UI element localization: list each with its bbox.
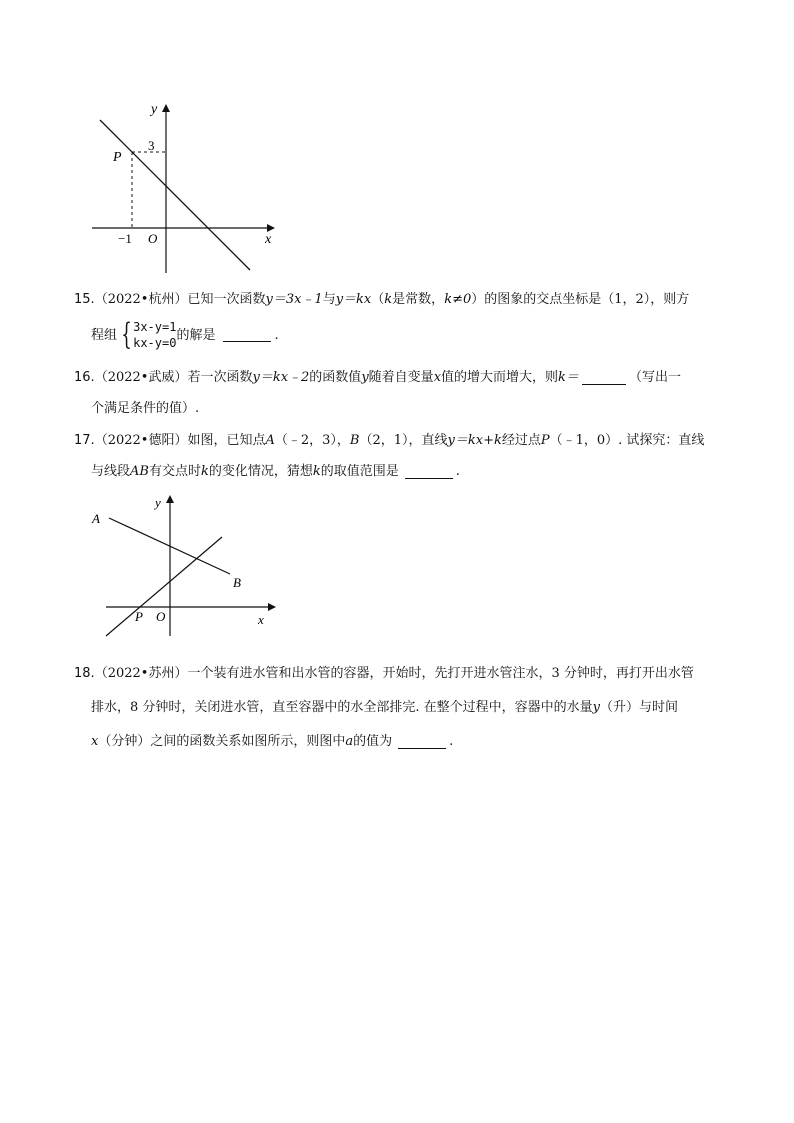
x-axis-arrow — [267, 224, 275, 232]
x-axis-arrow — [268, 603, 276, 611]
q17-answer-blank[interactable] — [405, 465, 453, 479]
y-axis-label: y — [151, 102, 158, 117]
q17-point-a: A — [265, 433, 275, 448]
q15-text-1: 已知一次函数 — [187, 292, 266, 307]
q18-answer-blank[interactable] — [398, 735, 446, 749]
question-16 — [74, 362, 724, 424]
q18-source: （2022•苏州） — [94, 666, 188, 681]
q15-function-2: y＝kx — [335, 292, 372, 307]
q17-line-function: y＝kx+k — [447, 433, 502, 448]
q16-text-4: 值的增大而增大，则 — [441, 370, 559, 385]
q17-k-2: k — [312, 464, 321, 479]
q18-text-4: （分钟）之间的函数关系如图所示，则图中 — [98, 734, 346, 749]
y-axis-arrow — [162, 104, 170, 112]
q18-text-1: 一个装有进水管和出水管的容器，开始时，先打开进水管注水，3 分钟时，再打开出水管 — [187, 666, 694, 681]
q15-text-7: 的解是 — [176, 327, 216, 343]
function-line — [100, 120, 250, 270]
q18-x: x — [91, 734, 99, 749]
q17-b-coord: （2，1），直线 — [359, 433, 448, 448]
q17-text-1: 如图，已知点 — [187, 433, 266, 448]
q16-line-1 — [74, 362, 724, 393]
q15-k: k — [384, 292, 393, 307]
q15-line-2 — [91, 315, 724, 355]
q15-text-3: （ — [371, 292, 385, 307]
q17-text-6: 的取值范围是 — [320, 464, 399, 479]
question-15 — [74, 284, 724, 355]
q15-text-5: ）的图象的交点坐标是（1，2），则方 — [471, 292, 690, 307]
q17-point-b: B — [349, 433, 360, 448]
x-axis-label: x — [258, 612, 264, 627]
q15-number: 15. — [74, 292, 95, 307]
q16-number: 16. — [74, 370, 95, 385]
origin-label: O — [156, 609, 166, 624]
q17-source: （2022•德阳） — [94, 433, 188, 448]
q17-p-coord: （﹣1，0）. 试探究：直线 — [549, 433, 705, 448]
q18-text-2: 排水，8 分钟时，关闭进水管，直至容器中的水全部排完. 在整个过程中，容器中的水量 — [91, 700, 593, 715]
q16-line-2 — [91, 393, 724, 424]
q16-text-6: 个满足条件的值）. — [91, 401, 200, 416]
q17-segment-ab: AB — [130, 464, 149, 479]
tick-label-neg1: −1 — [118, 231, 132, 246]
q15-equation-2: kx-y=0 — [133, 336, 177, 350]
tick-label-3: 3 — [148, 138, 155, 153]
q16-function: y＝kx﹣2 — [252, 370, 310, 385]
q17-line-1 — [74, 425, 724, 456]
q17-text-4: 有交点时 — [148, 464, 201, 479]
q15-text-6: 程组 — [91, 327, 118, 343]
q18-number: 18. — [74, 666, 95, 681]
q15-end: . — [274, 327, 279, 343]
q17-point-p: P — [540, 433, 550, 448]
question-18 — [74, 658, 724, 757]
q17-text-2: 经过点 — [501, 433, 541, 448]
q16-x: x — [433, 370, 442, 385]
origin-label: O — [148, 231, 158, 246]
y-axis-label: y — [155, 495, 161, 510]
q15-equation-system — [117, 319, 176, 351]
point-b-label: B — [233, 575, 241, 590]
q17-end: . — [455, 464, 460, 479]
q15-line-1 — [74, 284, 724, 315]
q18-line-3 — [91, 726, 724, 757]
q16-y: y — [361, 370, 369, 385]
q18-text-3: （升）与时间 — [600, 700, 679, 715]
q18-y: y — [592, 700, 601, 715]
question-17 — [74, 425, 724, 487]
q15-source: （2022•杭州） — [94, 292, 188, 307]
q18-line-1 — [74, 658, 724, 689]
q18-end: . — [449, 734, 454, 749]
q16-text-3: 随着自变量 — [368, 370, 434, 385]
q15-function-1: y＝3x﹣1 — [265, 292, 323, 307]
y-axis-arrow — [166, 495, 174, 503]
figure-1-graph — [85, 95, 295, 280]
q16-text-1: 若一次函数 — [187, 370, 253, 385]
q15-answer-blank[interactable] — [223, 328, 271, 342]
q15-k-condition: k≠0 — [444, 292, 472, 307]
q17-text-3: 与线段 — [91, 464, 131, 479]
q17-line-2 — [91, 456, 724, 487]
q15-text-4: 是常数， — [392, 292, 445, 307]
q18-a: a — [345, 734, 354, 749]
q16-text-2: 的函数值 — [309, 370, 362, 385]
q17-k-1: k — [200, 464, 209, 479]
q17-a-coord: （﹣2，3）， — [274, 433, 350, 448]
point-p-label: P — [113, 150, 122, 165]
q16-k-equals: k＝ — [558, 370, 579, 385]
q16-text-5: （写出一 — [628, 370, 681, 385]
figure-2-graph — [88, 490, 288, 640]
q16-source: （2022•武威） — [94, 370, 188, 385]
x-axis-label: x — [265, 232, 272, 247]
q15-brace: { — [121, 317, 132, 352]
point-p-label: P — [135, 609, 143, 624]
q15-equation-1: 3x-y=1 — [133, 320, 177, 334]
q17-number: 17. — [74, 433, 95, 448]
q17-text-5: 的变化情况，猜想 — [208, 464, 313, 479]
q18-line-2 — [91, 692, 724, 723]
q15-text-2: 与 — [322, 292, 336, 307]
q16-answer-blank[interactable] — [582, 371, 626, 385]
point-a-label: A — [92, 511, 100, 526]
q18-text-5: 的值为 — [353, 734, 393, 749]
